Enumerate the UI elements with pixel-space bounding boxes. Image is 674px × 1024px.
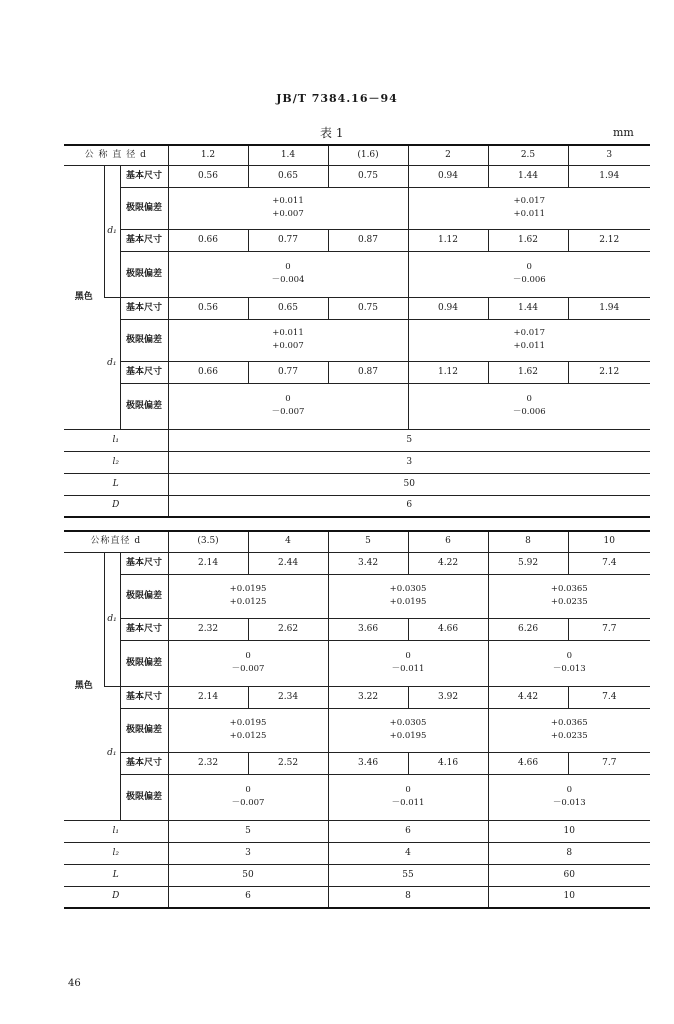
cell: 1.44	[488, 297, 568, 319]
tolerance-cell: +0.0305 +0.0195	[328, 708, 488, 752]
cell: 5	[168, 820, 328, 842]
deviation-label: 极限偏差	[120, 574, 168, 618]
symbol-D: D	[64, 886, 168, 908]
symbol-l1: l₁	[64, 820, 168, 842]
cell: 7.4	[568, 686, 650, 708]
symbol-d1: d₁	[104, 165, 120, 297]
table-row	[64, 451, 650, 473]
table-row	[64, 251, 650, 297]
cell: 4.22	[408, 552, 488, 574]
table-row	[64, 842, 650, 864]
symbol-d1: d₁	[104, 686, 120, 820]
tolerance-cell: 0 －0.006	[408, 251, 650, 297]
cell: 10	[488, 820, 650, 842]
cell: 0.65	[248, 297, 328, 319]
table-row	[64, 752, 650, 774]
symbol-L: L	[64, 473, 168, 495]
symbol-d1: d₁	[104, 552, 120, 686]
col-header: 6	[408, 531, 488, 552]
cell: 1.94	[568, 297, 650, 319]
cell: 0.94	[408, 165, 488, 187]
basic-size-label: 基本尺寸	[120, 165, 168, 187]
cell: 0.66	[168, 361, 248, 383]
header-row	[64, 145, 650, 165]
cell: 0.87	[328, 361, 408, 383]
deviation-label: 极限偏差	[120, 251, 168, 297]
symbol-d1: d₁	[104, 297, 120, 429]
table-row	[64, 165, 650, 187]
cell: 0.75	[328, 297, 408, 319]
symbol-l2: l₂	[64, 842, 168, 864]
col-header: (1.6)	[328, 145, 408, 165]
symbol-D: D	[64, 495, 168, 517]
table-row	[64, 319, 650, 361]
cell: 60	[488, 864, 650, 886]
col-header: 8	[488, 531, 568, 552]
deviation-label: 极限偏差	[120, 708, 168, 752]
table-row	[64, 187, 650, 229]
tolerance-cell: 0 －0.007	[168, 640, 328, 686]
cell: 0.87	[328, 229, 408, 251]
tolerance-cell: 0 －0.011	[328, 774, 488, 820]
cell: 6	[328, 820, 488, 842]
table-row	[64, 297, 650, 319]
cell: 2.62	[248, 618, 328, 640]
symbol-L: L	[64, 864, 168, 886]
tolerance-cell: 0 －0.013	[488, 774, 650, 820]
cell: 2.12	[568, 361, 650, 383]
basic-size-label: 基本尺寸	[120, 752, 168, 774]
dimension-table-1	[64, 144, 650, 518]
basic-size-label: 基本尺寸	[120, 686, 168, 708]
table-row	[64, 229, 650, 251]
cell: 7.4	[568, 552, 650, 574]
col-header: 10	[568, 531, 650, 552]
cell: 3.42	[328, 552, 408, 574]
cell: 0.94	[408, 297, 488, 319]
col-header: 5	[328, 531, 408, 552]
cell: 2.44	[248, 552, 328, 574]
cell: 3.66	[328, 618, 408, 640]
table-row	[64, 552, 650, 574]
group-black: 黑色	[64, 165, 104, 429]
cell: 5.92	[488, 552, 568, 574]
table-row	[64, 574, 650, 618]
standard-header: JB/T 7384.16－94	[276, 92, 398, 105]
table-row	[64, 886, 650, 908]
basic-size-label: 基本尺寸	[120, 229, 168, 251]
cell: 10	[488, 886, 650, 908]
cell: 1.12	[408, 229, 488, 251]
cell: 6.26	[488, 618, 568, 640]
table-row	[64, 618, 650, 640]
deviation-label: 极限偏差	[120, 187, 168, 229]
cell: 1.94	[568, 165, 650, 187]
deviation-label: 极限偏差	[120, 774, 168, 820]
basic-size-label: 基本尺寸	[120, 297, 168, 319]
tolerance-cell: +0.0365 +0.0235	[488, 574, 650, 618]
cell: 0.56	[168, 297, 248, 319]
cell: 0.77	[248, 361, 328, 383]
cell: 2.32	[168, 752, 248, 774]
cell: 4.66	[488, 752, 568, 774]
cell: 0.56	[168, 165, 248, 187]
cell: 1.12	[408, 361, 488, 383]
cell: 1.44	[488, 165, 568, 187]
cell: 0.77	[248, 229, 328, 251]
col-header: 4	[248, 531, 328, 552]
table-row	[64, 774, 650, 820]
deviation-label: 极限偏差	[120, 383, 168, 429]
cell: 2.32	[168, 618, 248, 640]
cell: 5	[168, 429, 650, 451]
group-black: 黑色	[64, 552, 104, 820]
cell: 3.22	[328, 686, 408, 708]
symbol-l2: l₂	[64, 451, 168, 473]
cell: 3.92	[408, 686, 488, 708]
cell: 2.34	[248, 686, 328, 708]
cell: 4.42	[488, 686, 568, 708]
cell: 0.66	[168, 229, 248, 251]
table-row	[64, 361, 650, 383]
col-header: 2	[408, 145, 488, 165]
tolerance-cell: +0.011 +0.007	[168, 187, 408, 229]
table-caption: 表 1	[320, 126, 344, 140]
symbol-l1: l₁	[64, 429, 168, 451]
tolerance-cell: 0 －0.011	[328, 640, 488, 686]
cell: 4	[328, 842, 488, 864]
cell: 4.16	[408, 752, 488, 774]
tolerance-cell: +0.017 +0.011	[408, 187, 650, 229]
col-header: 2.5	[488, 145, 568, 165]
cell: 1.62	[488, 361, 568, 383]
cell: 3	[168, 842, 328, 864]
cell: 4.66	[408, 618, 488, 640]
cell: 2.12	[568, 229, 650, 251]
cell: 0.75	[328, 165, 408, 187]
tolerance-cell: +0.011 +0.007	[168, 319, 408, 361]
cell: 50	[168, 864, 328, 886]
cell: 0.65	[248, 165, 328, 187]
cell: 50	[168, 473, 650, 495]
nominal-diameter-label: 公称直径 d	[64, 531, 168, 552]
tolerance-cell: +0.0195 +0.0125	[168, 574, 328, 618]
deviation-label: 极限偏差	[120, 319, 168, 361]
dimension-table-2	[64, 530, 650, 909]
cell: 8	[488, 842, 650, 864]
header-row	[64, 531, 650, 552]
cell: 7.7	[568, 618, 650, 640]
tolerance-cell: 0 －0.004	[168, 251, 408, 297]
col-header: 1.2	[168, 145, 248, 165]
cell: 2.14	[168, 686, 248, 708]
table-row	[64, 864, 650, 886]
basic-size-label: 基本尺寸	[120, 552, 168, 574]
cell: 1.62	[488, 229, 568, 251]
cell: 8	[328, 886, 488, 908]
tolerance-cell: +0.0305 +0.0195	[328, 574, 488, 618]
basic-size-label: 基本尺寸	[120, 361, 168, 383]
cell: 6	[168, 886, 328, 908]
cell: 3	[168, 451, 650, 473]
unit-label: mm	[613, 126, 634, 139]
page-number: 46	[68, 978, 81, 989]
cell: 7.7	[568, 752, 650, 774]
col-header: 3	[568, 145, 650, 165]
tolerance-cell: +0.0365 +0.0235	[488, 708, 650, 752]
cell: 2.52	[248, 752, 328, 774]
tolerance-cell: 0 －0.013	[488, 640, 650, 686]
table-row	[64, 708, 650, 752]
table-row	[64, 429, 650, 451]
table-row	[64, 820, 650, 842]
table-row	[64, 686, 650, 708]
nominal-diameter-label: 公 称 直 径 d	[64, 145, 168, 165]
tolerance-cell: 0 －0.007	[168, 383, 408, 429]
table-row	[64, 473, 650, 495]
deviation-label: 极限偏差	[120, 640, 168, 686]
col-header: 1.4	[248, 145, 328, 165]
basic-size-label: 基本尺寸	[120, 618, 168, 640]
cell: 55	[328, 864, 488, 886]
table-row	[64, 640, 650, 686]
col-header: (3.5)	[168, 531, 248, 552]
tolerance-cell: +0.0195 +0.0125	[168, 708, 328, 752]
cell: 6	[168, 495, 650, 517]
cell: 2.14	[168, 552, 248, 574]
cell: 3.46	[328, 752, 408, 774]
table-row	[64, 383, 650, 429]
tolerance-cell: +0.017 +0.011	[408, 319, 650, 361]
tolerance-cell: 0 －0.007	[168, 774, 328, 820]
tolerance-cell: 0 －0.006	[408, 383, 650, 429]
table-row	[64, 495, 650, 517]
